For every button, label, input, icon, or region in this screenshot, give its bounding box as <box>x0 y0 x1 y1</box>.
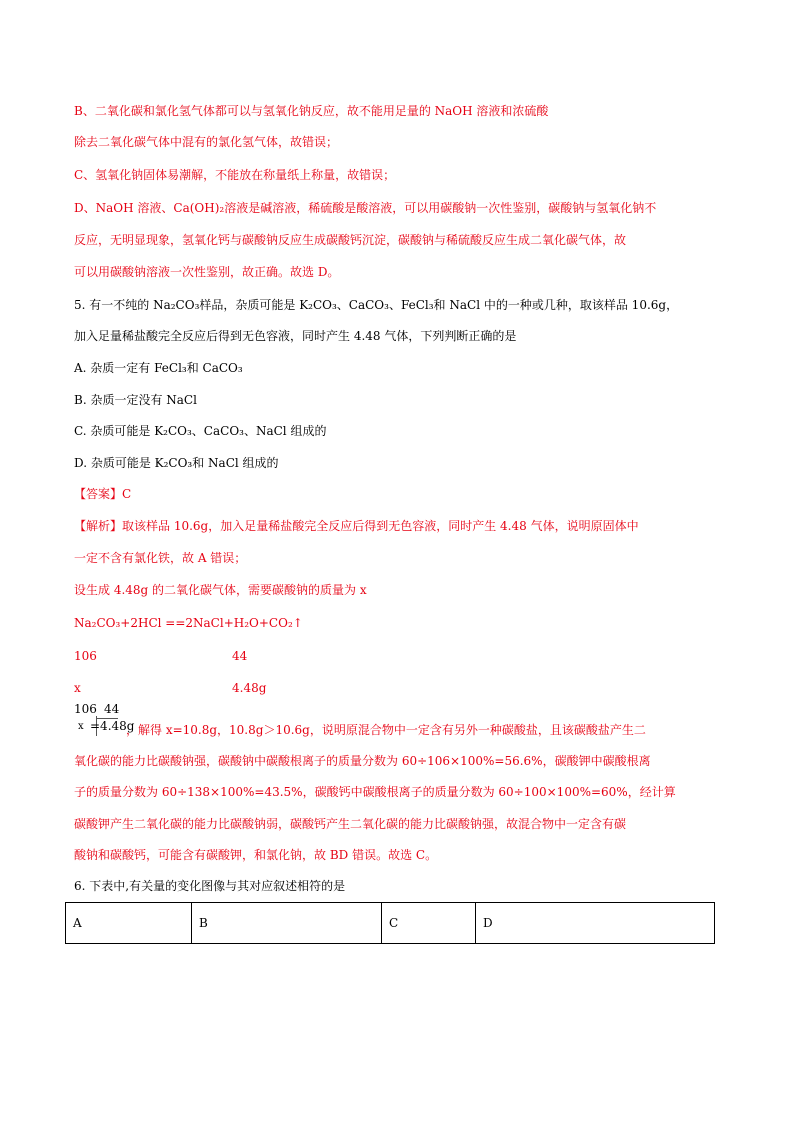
table-row <box>66 903 715 944</box>
q5-analysis-line1 <box>74 516 639 536</box>
q6-stem: 6. 下表中,有关量的变化图像与其对应叙述相符的是 <box>74 879 346 893</box>
q5-analysis-line2: 一定不含有氯化铁，故 A 错误； <box>74 551 247 565</box>
q5-option-a: A. 杂质一定有 FeCl₃和 CaCO₃ <box>74 361 243 375</box>
q5-stem-line1: 5. 有一不纯的 Na₂CO₃样品，杂质可能是 K₂CO₃、CaCO₃、FeCl₃和 NaCl 中的一种或几种，取该样品 10.6g， <box>74 298 679 312</box>
table-cell-a: A <box>66 903 192 944</box>
table-cell-b: B <box>192 903 382 944</box>
prev-answer-d-line1: D、NaOH 溶液、Ca(OH)₂溶液是碱溶液，稀硫酸是酸溶液，可以用碳酸钠一次性鉴别，碳酸钠与氢氧化钠不 <box>74 201 657 215</box>
prev-answer-b-line2: 除去二氧化碳气体中混有的氯化氢气体，故错误； <box>74 135 339 149</box>
answer-label: 【答案】 <box>74 487 123 501</box>
q5-analysis-line7: 碳酸钾产生二氧化碳的能力比碳酸钠弱，碳酸钙产生二氧化碳的能力比碳酸钠强，故混合物中一定含有碳 <box>74 817 627 831</box>
ratio-row-1-left: 106 <box>74 649 97 663</box>
q5-stem-line2: 加入足量稀盐酸完全反应后得到无色容液，同时产生 4.48 气体，下列判断正确的是 <box>74 329 517 343</box>
q6-choice-table <box>65 902 715 944</box>
answer-value: C <box>122 487 132 501</box>
prev-answer-c: C、氢氧化钠固体易潮解，不能放在称量纸上称量，故错误； <box>74 168 396 182</box>
analysis-label: 【解析】 <box>74 519 123 533</box>
prev-answer-d-line2: 反应，无明显现象，氢氧化钙与碳酸钠反应生成碳酸钙沉淀，碳酸钠与稀硫酸反应生成二氧化碳气体，故 <box>74 233 627 247</box>
fraction-top-right: 44 <box>104 702 120 716</box>
chemical-equation: Na₂CO₃+2HCl ==2NaCl+H₂O+CO₂↑ <box>74 616 303 630</box>
fraction-bottom-left: x <box>78 721 84 732</box>
q5-analysis-line3: 设生成 4.48g 的二氧化碳气体，需要碳酸钠的质量为 x <box>74 583 367 597</box>
q5-analysis-line5: 氧化碳的能力比碳酸钠强，碳酸钠中碳酸根离子的质量分数为 60÷106×100%=56.6%，碳酸钾中碳酸根离 <box>74 754 651 768</box>
analysis-text-1: 取该样品 10.6g，加入足量稀盐酸完全反应后得到无色容液，同时产生 4.48 气体，说明原固体中 <box>122 519 639 533</box>
prev-answer-d-line3: 可以用碳酸钠溶液一次性鉴别，故正确。故选 D。 <box>74 265 340 279</box>
proportion-fraction <box>74 700 135 740</box>
ratio-row-2-right: 4.48g <box>232 681 267 695</box>
q5-analysis-line4: ，解得 x=10.8g，10.8g＞10.6g，说明原混合物中一定含有另外一种碳酸盐，且该碳酸盐产生二 <box>126 723 646 737</box>
q5-option-d: D. 杂质可能是 K₂CO₃和 NaCl 组成的 <box>74 456 279 470</box>
q5-option-b: B. 杂质一定没有 NaCl <box>74 393 197 407</box>
prev-answer-b-line1: B、二氧化碳和氯化氢气体都可以与氢氧化钠反应，故不能用足量的 NaOH 溶液和浓硫酸 <box>74 104 549 118</box>
fraction-top-left: 106 <box>74 702 97 716</box>
q5-analysis-line6: 子的质量分数为 60÷138×100%=43.5%，碳酸钙中碳酸根离子的质量分数为 60÷100×100%=60%，经计算 <box>74 785 676 799</box>
fraction-bottom-right: =4.48g <box>90 719 135 733</box>
q5-analysis-line8: 酸钠和碳酸钙，可能含有碳酸钾，和氯化钠，故 BD 错误。故选 C。 <box>74 848 438 862</box>
ratio-row-1-right: 44 <box>232 649 248 663</box>
ratio-row-2-left: x <box>74 681 81 695</box>
table-cell-d: D <box>476 903 715 944</box>
table-cell-c: C <box>382 903 476 944</box>
q5-option-c: C. 杂质可能是 K₂CO₃、CaCO₃、NaCl 组成的 <box>74 424 327 438</box>
q5-answer <box>74 484 131 504</box>
